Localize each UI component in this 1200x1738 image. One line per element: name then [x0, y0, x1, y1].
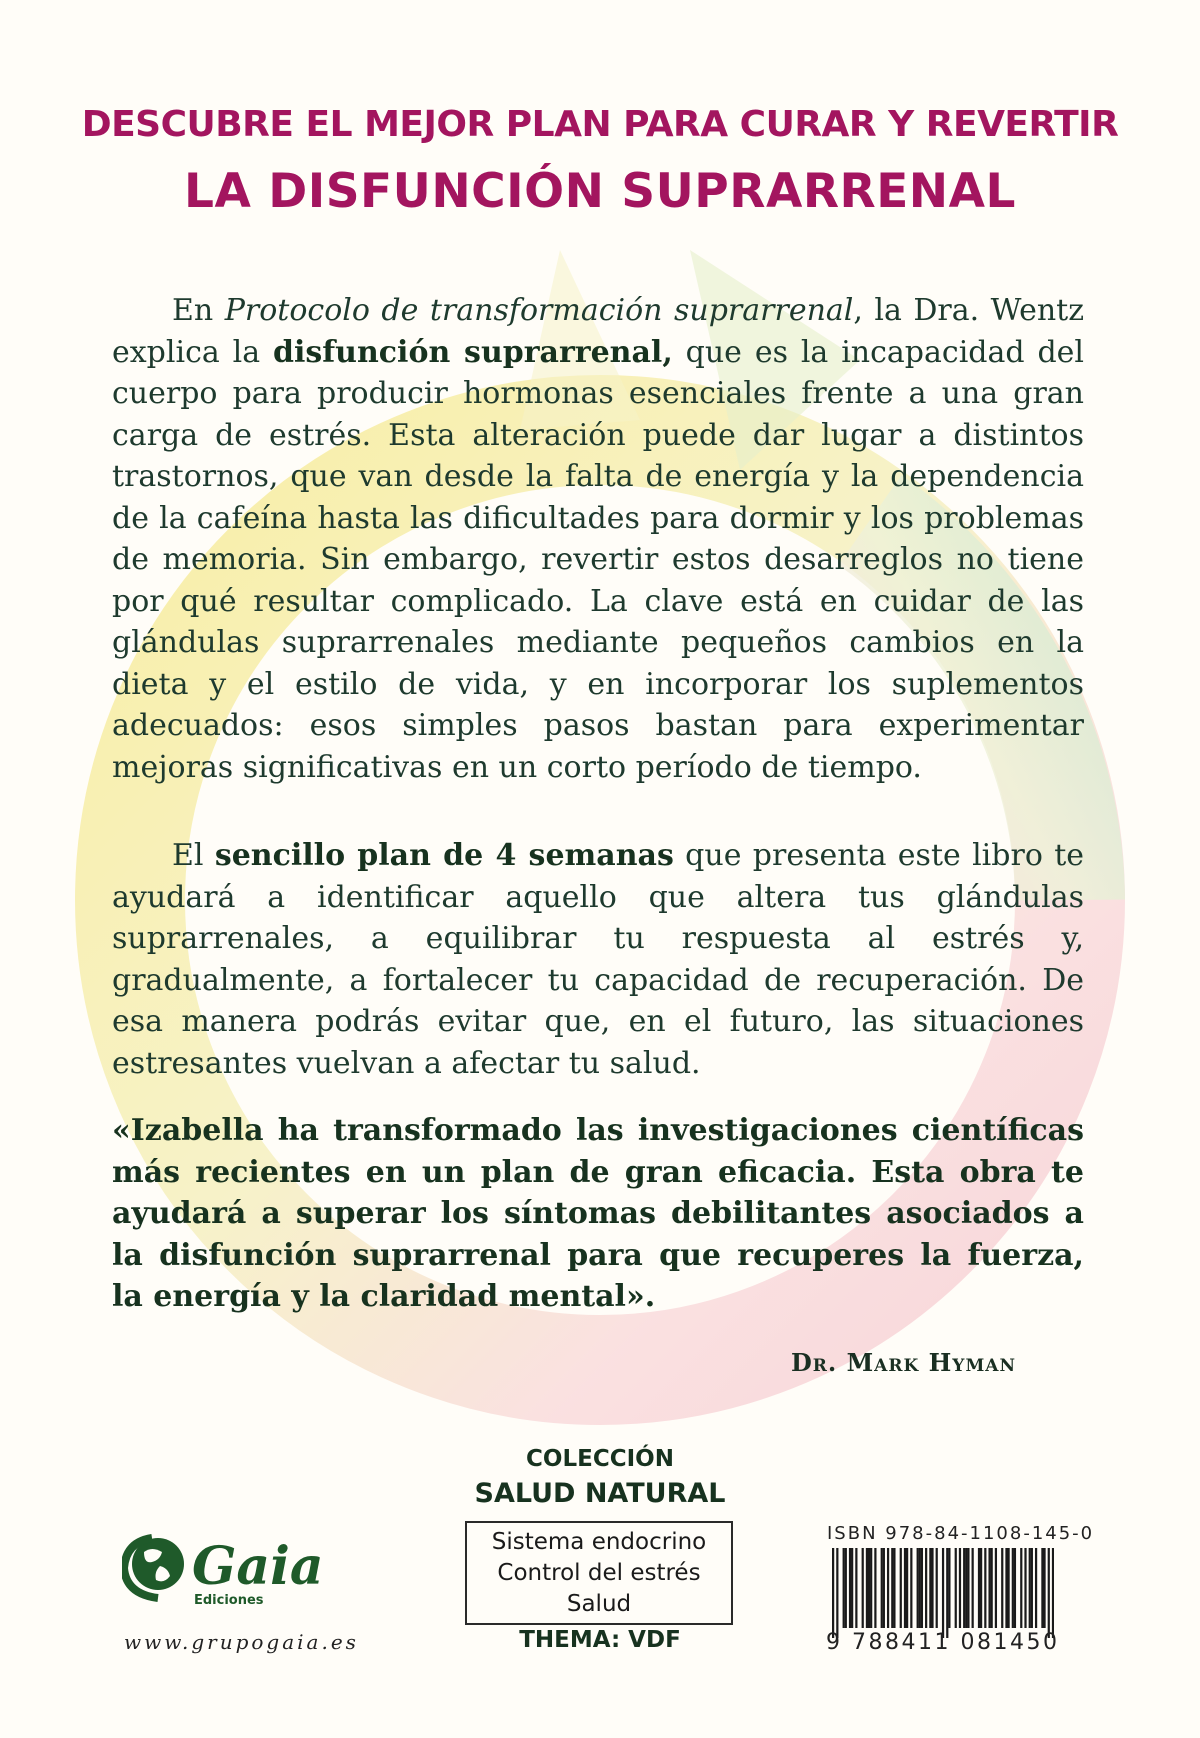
barcode-bar — [936, 1548, 938, 1628]
barcode-bar — [1001, 1548, 1003, 1628]
body-paragraph-1 — [112, 290, 1084, 788]
barcode-bar — [978, 1548, 980, 1628]
collection-topics-box — [465, 1521, 733, 1625]
barcode-bar — [955, 1548, 957, 1628]
quote-author: Dr. Mark Hyman — [790, 1348, 1016, 1377]
paragraph-2-highlight: sencillo plan de 4 semanas — [214, 838, 674, 873]
barcode-bar — [893, 1548, 895, 1628]
barcode-bar — [1007, 1548, 1009, 1628]
barcode-bar — [995, 1548, 997, 1628]
endorsement-quote: «Izabella ha transformado las investigaciones científicas más recientes en un plan de gran eficacia. Esta obra te ayudará a superar los síntomas debilitantes asociados a la disfunción suprarrenal para que recuperes la fuerza, la energía y la claridad mental». — [112, 1113, 1084, 1314]
barcode-bar — [1020, 1548, 1022, 1628]
thema-code: THEMA: VDF — [519, 1627, 681, 1653]
barcode-bar — [984, 1548, 986, 1628]
barcode-bar — [980, 1548, 982, 1628]
barcode-bar — [1005, 1548, 1007, 1628]
barcode-bar — [921, 1548, 923, 1628]
paragraph-1-intro: En — [172, 293, 225, 328]
headline-line-1: DESCUBRE EL MEJOR PLAN PARA CURAR Y REVERTIR — [81, 104, 1119, 145]
barcode-bar — [870, 1548, 872, 1628]
barcode-bar — [965, 1548, 967, 1628]
logo-sub: Ediciones — [194, 1593, 264, 1608]
barcode-bar — [904, 1548, 906, 1628]
publisher-logo — [122, 1528, 352, 1608]
barcode-bar — [836, 1548, 838, 1638]
barcode-bar — [883, 1548, 885, 1628]
paragraph-2-rest: que presenta este libro te ayudará a identificar aquello que altera tus glándulas suprarrenales, a equilibrar tu respuesta al estrés y, gradualmente, a fortalecer tu capacidad de recuperación. De esa manera podrás evitar que, en el futuro, las situaciones estresantes vuelvan a afectar tu salud. — [112, 838, 1085, 1081]
barcode-bar — [988, 1548, 990, 1628]
barcode-bar — [881, 1548, 883, 1628]
barcode-bar — [972, 1548, 974, 1628]
barcode-digits: 9 788411 081450 — [826, 1630, 1060, 1655]
barcode-bar — [866, 1548, 868, 1628]
barcode-bar — [1041, 1548, 1043, 1628]
barcode-bar — [959, 1548, 961, 1628]
barcode — [832, 1548, 1054, 1638]
paragraph-1-rest: que es la incapacidad del cuerpo para producir hormonas esenciales frente a una gran carga de estrés. Esta alteración puede dar lugar a distintos trastornos, que van desde la falta de energía y la dependencia de la cafeína hasta las dificultades para dormir y los problemas de memoria. Sin embargo, revertir estos desarreglos no tiene por qué resultar complicado. La clave está en cuidar de las glándulas suprarrenales mediante pequeños cambios en la dieta y el estilo de vida, y en incorporar los suplementos adecuados: esos simples pasos bastan para experimentar mejoras significativas en un corto período de tiempo. — [112, 334, 1085, 785]
barcode-bar — [942, 1548, 944, 1638]
headline-line-2: LA DISFUNCIÓN SUPRARRENAL — [184, 164, 1016, 219]
publisher-url[interactable]: www.grupogaia.es — [124, 1630, 359, 1654]
barcode-bar — [963, 1548, 965, 1628]
isbn-label: ISBN 978-84-1108-145-0 — [827, 1523, 1095, 1544]
barcode-bar — [1024, 1548, 1026, 1628]
barcode-bar — [887, 1548, 889, 1628]
barcode-bar — [1035, 1548, 1037, 1628]
barcode-bar — [991, 1548, 993, 1628]
body-paragraph-2 — [112, 835, 1084, 1084]
collection-label: COLECCIÓN — [526, 1446, 674, 1472]
barcode-bar — [849, 1548, 851, 1628]
barcode-bar — [906, 1548, 908, 1628]
collection-name: SALUD NATURAL — [474, 1478, 726, 1509]
logo-word: Gaia — [192, 1536, 324, 1597]
paragraph-1-highlight: disfunción suprarrenal, — [273, 334, 673, 370]
barcode-bar — [929, 1548, 931, 1628]
barcode-bar — [874, 1548, 876, 1628]
topic-item: Sistema endocrino — [491, 1528, 707, 1555]
barcode-bar — [868, 1548, 870, 1628]
barcode-bar — [845, 1548, 847, 1628]
barcode-bar — [946, 1548, 948, 1638]
barcode-bar — [1043, 1548, 1045, 1628]
barcode-bar — [967, 1548, 969, 1628]
barcode-bar — [891, 1548, 893, 1628]
barcode-bar — [1012, 1548, 1014, 1628]
topic-item: Control del estrés — [497, 1559, 701, 1586]
book-title: Protocolo de transformación suprarrenal — [224, 293, 854, 328]
barcode-bar — [1031, 1548, 1033, 1628]
barcode-bar — [1048, 1548, 1050, 1638]
barcode-bar — [917, 1548, 919, 1628]
barcode-bar — [931, 1548, 933, 1628]
barcode-bar — [862, 1548, 864, 1628]
barcode-bar — [925, 1548, 927, 1628]
barcode-bar — [1014, 1548, 1016, 1628]
barcode-bar — [919, 1548, 921, 1628]
paragraph-2-intro: El — [172, 838, 215, 873]
topic-item: Salud — [566, 1590, 632, 1617]
barcode-bar — [948, 1548, 950, 1628]
barcode-bar — [910, 1548, 912, 1628]
barcode-bar — [843, 1548, 845, 1628]
barcode-bar — [855, 1548, 857, 1628]
paragraph-1-after-title: , la Dra. Wentz explica la — [112, 293, 1084, 370]
barcode-bar — [1029, 1548, 1031, 1628]
barcode-bar — [832, 1548, 834, 1638]
barcode-bar — [1052, 1548, 1054, 1638]
barcode-bar — [851, 1548, 853, 1628]
barcode-bar — [900, 1548, 902, 1628]
